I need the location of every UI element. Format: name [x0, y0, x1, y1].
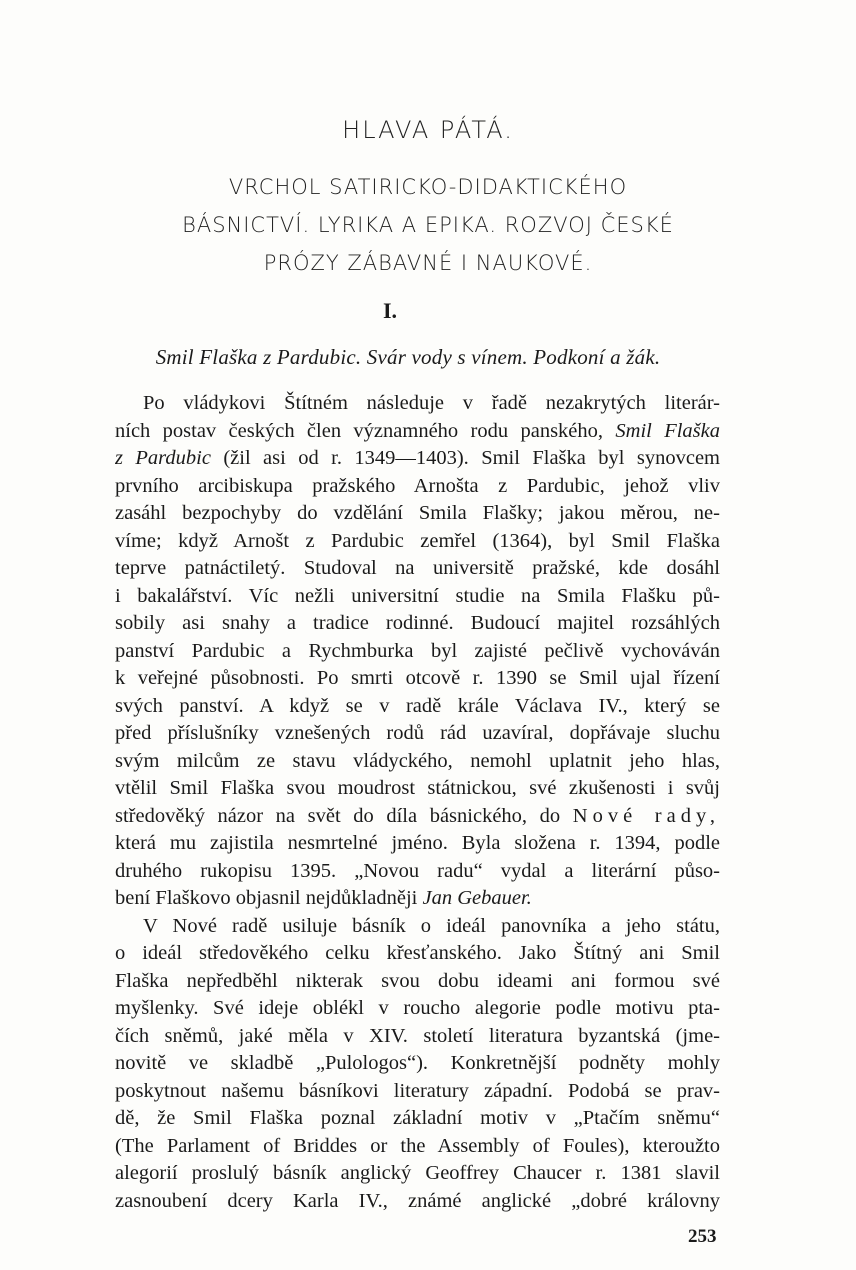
text-line: čích sněmů, jaké měla v XIV. století literatura byzantská (jme-	[115, 1024, 720, 1047]
text-line: teprve patnáctiletý. Studoval na universitě pražské, kde dosáhl	[115, 557, 720, 579]
text-line: zasnoubení dcery Karla IV., známé anglické „dobré královny	[115, 1189, 720, 1212]
text-line: poskytnout našemu básníkovi literatury západní. Podobá se prav-	[115, 1079, 720, 1102]
text-line	[115, 803, 720, 831]
page-number: 253	[688, 1226, 717, 1247]
paragraph	[115, 390, 720, 913]
text-line: Flaška nepředběhl nikterak svou dobu ideami ani formou své	[115, 969, 720, 992]
text-line: k veřejné působnosti. Po smrti otcově r. 1390 se Smil ujal řízení	[115, 667, 720, 689]
chapter-title: HLAVA PÁTÁ.	[342, 116, 514, 144]
text-line: která mu zajistila nesmrtelné jméno. Byla složena r. 1394, podle	[115, 832, 720, 854]
body-text	[115, 390, 720, 1215]
text-run: středověký názor na svět do díla básnického, do	[115, 804, 573, 827]
chapter-subtitle-line: PRÓZY ZÁBAVNÉ I NAUKOVÉ.	[263, 251, 593, 275]
text-line: myšlenky. Své ideje oblékl v roucho alegorie podle motivu pta-	[115, 997, 720, 1019]
text-line: V Nové radě usiluje básník o ideál panovníka a jeho státu,	[143, 914, 720, 937]
chapter-subtitle-line: VRCHOL SATIRICKO-DIDAKTICKÉHO	[228, 175, 628, 199]
text-line: (The Parlament of Briddes or the Assembly of Foules), kteroužto	[115, 1134, 720, 1157]
section-numeral: I.	[382, 298, 398, 323]
text-line: panství Pardubic a Rychmburka byl zajisté pečlivě vychováván	[115, 639, 720, 662]
text-line: víme; když Arnošt z Pardubic zemřel (1364), byl Smil Flaška	[115, 529, 720, 552]
text-line	[115, 418, 720, 446]
text-line: i bakalářství. Víc nežli universitní studie na Smila Flašku pů-	[115, 584, 720, 607]
text-line: vtělil Smil Flaška svou moudrost státnickou, své zkušenosti i svůj	[115, 777, 720, 799]
text-run: ních postav českých člen významného rodu panského,	[115, 419, 616, 442]
text-line: o ideál středověkého celku křesťanského. Jako Štítný ani Smil	[115, 942, 720, 964]
text-line: sobily asi snahy a tradice rodinné. Budoucí majitel rozsáhlých	[115, 612, 720, 634]
text-line: druhého rukopisu 1395. „Novou radu“ vydal a literární půso-	[115, 859, 720, 882]
chapter-subtitle-line: BÁSNICTVÍ. LYRIKA A EPIKA. ROZVOJ ČESKÉ	[182, 213, 674, 237]
person-name: Jan Gebauer.	[422, 887, 532, 909]
section-heading: Smil Flaška z Pardubic. Svár vody s vínem. Podkoní a žák.	[155, 345, 661, 369]
text-line: dě, že Smil Flaška poznal základní motiv v „Ptačím sněmu“	[115, 1107, 720, 1129]
text-run: Po vládykovi Štítném následuje v řadě nezakrytých literár-	[143, 392, 720, 414]
text-line: svých panství. A když se v radě krále Václava IV., který se	[115, 694, 720, 717]
chapter-subtitle	[90, 168, 766, 282]
text-run: bení Flaškovo objasnil nejdůkladněji	[115, 887, 423, 909]
text-line: před příslušníky vznešených rodů rád uzavíral, dopřávaje sluchu	[115, 722, 720, 744]
text-line: alegorií proslulý básník anglický Geoffrey Chaucer r. 1381 slavil	[115, 1162, 720, 1184]
person-name: z Pardubic	[115, 447, 211, 469]
text-line: svým milcům ze stavu vládyckého, nemohl uplatnit jeho hlas,	[115, 749, 720, 772]
text-run: (žil asi od r. 1349—1403). Smil Flaška byl synovcem	[210, 447, 720, 469]
paragraph	[115, 913, 720, 1216]
text-line	[115, 390, 720, 418]
text-line: prvního arcibiskupa pražského Arnošta z Pardubic, jehož vliv	[115, 474, 720, 497]
work-title: Nové rady,	[572, 804, 720, 827]
text-line	[115, 885, 720, 913]
text-line: novitě ve skladbě „Pulologos“). Konkretnější podněty mohly	[115, 1052, 720, 1074]
text-line: zasáhl bezpochyby do vzdělání Smila Flašky; jakou měrou, ne-	[115, 502, 720, 524]
person-name: Smil Flaška	[615, 419, 720, 442]
text-line	[115, 445, 720, 473]
